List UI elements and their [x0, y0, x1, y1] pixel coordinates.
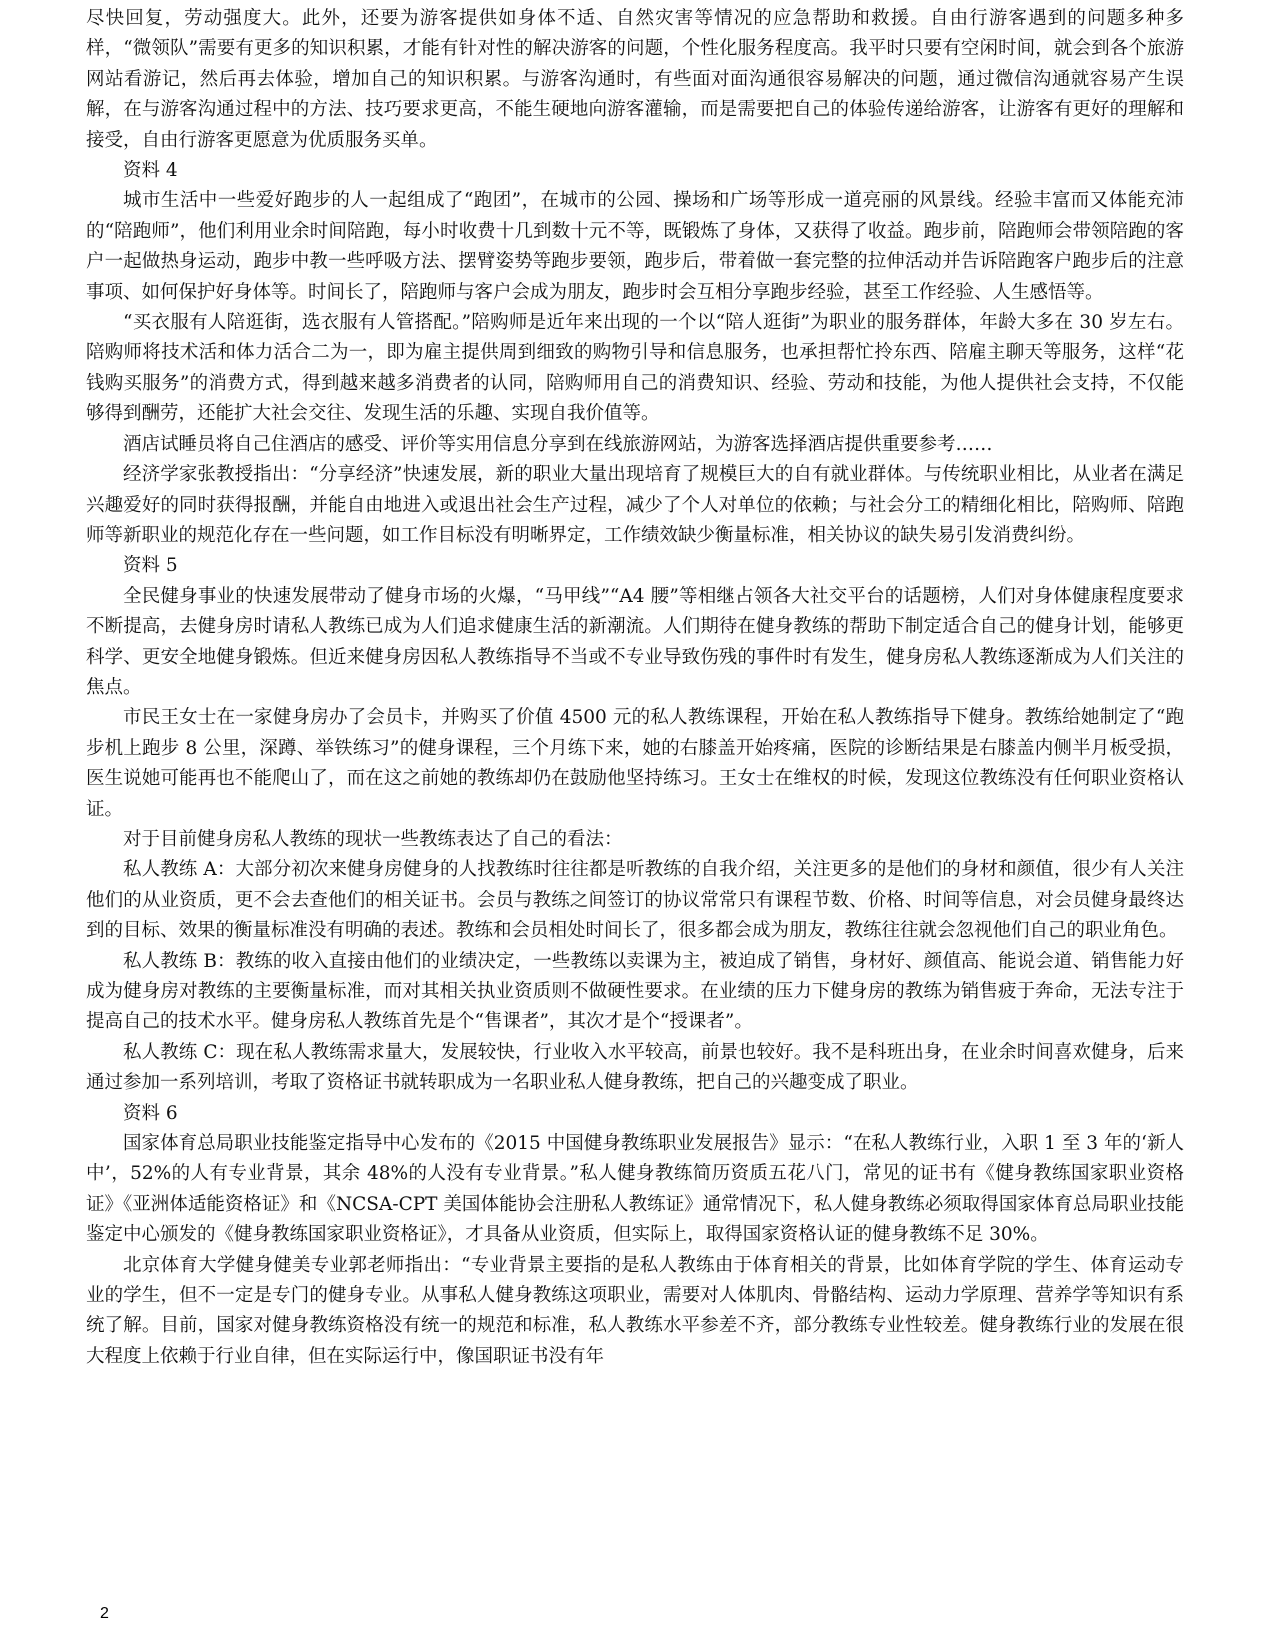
paragraph-fitness-market: 全民健身事业的快速发展带动了健身市场的火爆，“马甲线”“A4 腰”等相继占领各大社交平台的话题榜，人们对身体健康程度要求不断提高，去健身房时请私人教练已成为人们追求健康生活的新潮流。人们期待在健身教练的帮助下制定适合自己的健身计划，能够更科学、更安全地健身锻炼。但近来健身房因私人教练指导不当或不专业导致伤残的事件时有发生，健身房私人教练逐渐成为人们关注的焦点。 [86, 585, 1184, 698]
page-number: 2 [100, 1605, 109, 1622]
body-text [86, 4, 1184, 1372]
section-heading-material-4: 资料 4 [123, 160, 178, 182]
paragraph-running-companion: 城市生活中一些爱好跑步的人一起组成了“跑团”，在城市的公园、操场和广场等形成一道亮丽的风景线。经验丰富而又体能充沛的“陪跑师”，他们利用业余时间陪跑，每小时收费十几到数十元不等，既锻炼了身体，又获得了收益。跑步前，陪跑师会带领陪跑的客户一起做热身运动，跑步中教一些呼吸方法、摆臂姿势等跑步要领，跑步后，带着做一套完整的拉伸活动并告诉陪跑客户跑步后的注意事项、如何保护好身体等。时间长了，陪跑师与客户会成为朋友，跑步时会互相分享跑步经验，甚至工作经验、人生感悟等。 [86, 190, 1184, 303]
paragraph-industry-report: 国家体育总局职业技能鉴定指导中心发布的《2015 中国健身教练职业发展报告》显示：“在私人教练行业，入职 1 至 3 年的‘新人中’，52%的人有专业背景，其余 48%的人没有专业背景。”私人健身教练简历资质五花八门，常见的证书有《健身教练国家职业资格证》《亚洲体适能资格证》和《NCSA-CPT 美国体能协会注册私人教练证》通常情况下，私人健身教练必须取得国家体育总局职业技能鉴定中心颁发的《健身教练国家职业资格证》，才具备从业资质，但实际上，取得国家资格认证的健身教练不足 30%。 [86, 1133, 1184, 1246]
paragraph-trainer-b: 私人教练 B：教练的收入直接由他们的业绩决定，一些教练以卖课为主，被迫成了销售，身材好、颜值高、能说会道、销售能力好成为健身房对教练的主要衡量标准，而对其相关执业资质则不做硬性要求。在业绩的压力下健身房的教练为销售疲于奔命，无法专注于提高自己的技术水平。健身房私人教练首先是个“售课者”，其次才是个“授课者”。 [86, 950, 1184, 1033]
section-heading-material-6: 资料 6 [123, 1102, 178, 1124]
paragraph-trainer-c: 私人教练 C：现在私人教练需求量大，发展较快，行业收入水平较高，前景也较好。我不是科班出身，在业余时间喜欢健身，后来通过参加一系列培训，考取了资格证书就转职成为一名职业私人健身教练，把自己的兴趣变成了职业。 [86, 1041, 1184, 1094]
paragraph-continued: 尽快回复，劳动强度大。此外，还要为游客提供如身体不适、自然灾害等情况的应急帮助和救援。自由行游客遇到的问题多种多样，“微领队”需要有更多的知识积累，才能有针对性的解决游客的问题，个性化服务程度高。我平时只要有空闲时间，就会到各个旅游网站看游记，然后再去体验，增加自己的知识积累。与游客沟通时，有些面对面沟通很容易解决的问题，通过微信沟通就容易产生误解，在与游客沟通过程中的方法、技巧要求更高，不能生硬地向游客灌输，而是需要把自己的体验传递给游客，让游客有更好的理解和接受，自由行游客更愿意为优质服务买单。 [86, 8, 1184, 151]
paragraph-trainer-views-intro: 对于目前健身房私人教练的现状一些教练表达了自己的看法： [123, 828, 623, 850]
section-heading-material-5: 资料 5 [123, 555, 178, 577]
paragraph-shopping-companion: “买衣服有人陪逛街，选衣服有人管搭配。”陪购师是近年来出现的一个以“陪人逛街”为职业的服务群体，年龄大多在 30 岁左右。陪购师将技术活和体力活合二为一，即为雇主提供周到细致的购物引导和信息服务，也承担帮忙拎东西、陪雇主聊天等服务，这样“花钱购买服务”的消费方式，得到越来越多消费者的认同，陪购师用自己的消费知识、经验、劳动和技能，为他人提供社会支持，不仅能够得到酬劳，还能扩大社会交往、发现生活的乐趣、实现自我价值等。 [86, 312, 1184, 425]
paragraph-ms-wang-case: 市民王女士在一家健身房办了会员卡，并购买了价值 4500 元的私人教练课程，开始在私人教练指导下健身。教练给她制定了“跑步机上跑步 8 公里，深蹲、举铁练习”的健身课程，三个月练下来，她的右膝盖开始疼痛，医院的诊断结果是右膝盖内侧半月板受损，医生说她可能再也不能爬山了，而在这之前她的教练却仍在鼓励他坚持练习。王女士在维权的时候，发现这位教练没有任何职业资格认证。 [86, 707, 1184, 820]
paragraph-hotel-tester: 酒店试睡员将自己住酒店的感受、评价等实用信息分享到在线旅游网站，为游客选择酒店提供重要参考…… [123, 433, 993, 455]
paragraph-trainer-a: 私人教练 A：大部分初次来健身房健身的人找教练时往往都是听教练的自我介绍，关注更多的是他们的身材和颜值，很少有人关注他们的从业资质，更不会去查他们的相关证书。会员与教练之间签订的协议常常只有课程节数、价格、时间等信息，对会员健身最终达到的目标、效果的衡量标准没有明确的表述。教练和会员相处时间长了，很多都会成为朋友，教练往往就会忽视他们自己的职业角色。 [86, 859, 1184, 942]
paragraph-expert-view: 北京体育大学健身健美专业郭老师指出：“专业背景主要指的是私人教练由于体育相关的背景，比如体育学院的学生、体育运动专业的学生，但不一定是专门的健身专业。从事私人健身教练这项职业，需要对人体肌肉、骨骼结构、运动力学原理、营养学等知识有系统了解。目前，国家对健身教练资格没有统一的规范和标准，私人教练水平参差不齐，部分教练专业性较差。健身教练行业的发展在很大程度上依赖于行业自律，但在实际运行中，像国职证书没有年 [86, 1254, 1184, 1367]
paragraph-economist-view: 经济学家张教授指出：“分享经济”快速发展，新的职业大量出现培育了规模巨大的自有就业群体。与传统职业相比，从业者在满足兴趣爱好的同时获得报酬，并能自由地进入或退出社会生产过程，减少了个人对单位的依赖；与社会分工的精细化相比，陪购师、陪跑师等新职业的规范化存在一些问题，如工作目标没有明晰界定，工作绩效缺少衡量标准，相关协议的缺失易引发消费纠纷。 [86, 464, 1184, 546]
